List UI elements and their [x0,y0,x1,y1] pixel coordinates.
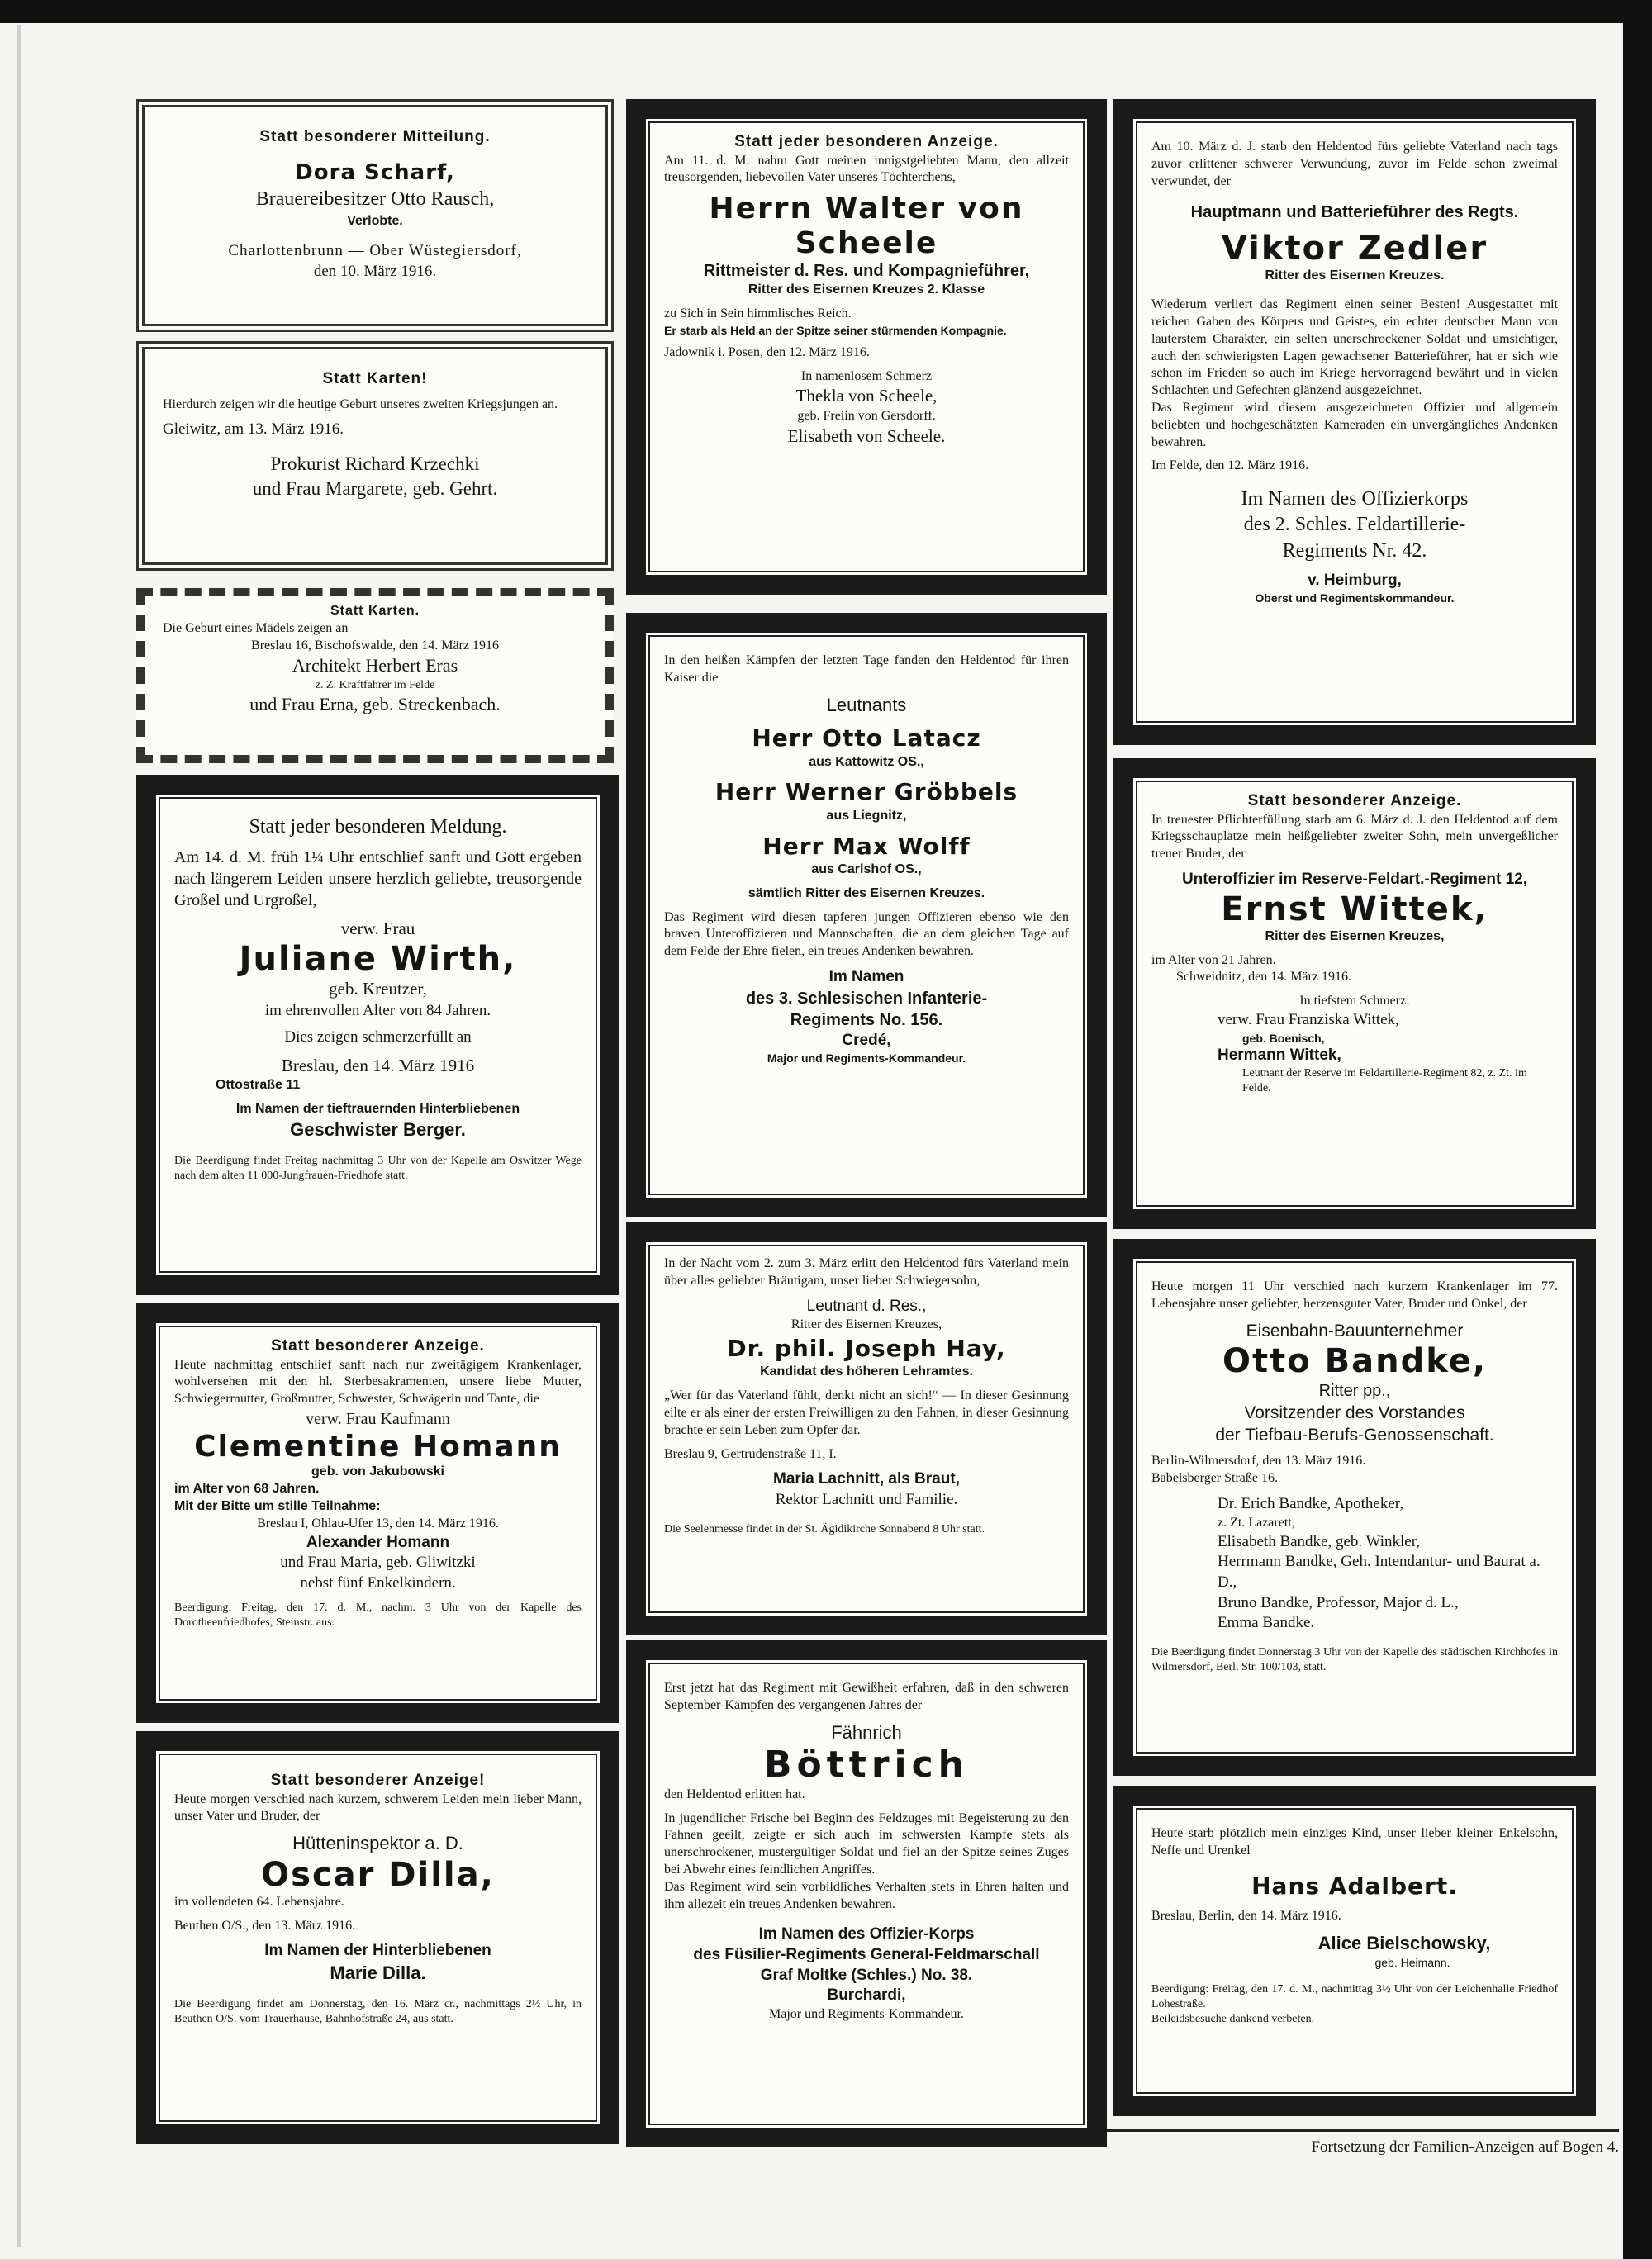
ad-scharf-engagement [136,99,614,332]
ad-rank: Leutnants [826,694,907,715]
ad-visits: Beileidsbesuche dankend verbeten. [1151,2012,1315,2025]
ad-text: Am 14. d. M. früh 1¼ Uhr entschlief sanft und Gott ergeben nach längerem Leiden unsere herzlich geliebte, treusorgende Großel und Urgroßel, [174,848,582,910]
ad-age: im ehrenvollen Alter von 84 Jahren. [264,1001,491,1019]
ad-scheele-death [626,99,1107,595]
ad-text: In treuester Pflichterfüllung starb am 6. März d. J. den Heldentod auf dem Kriegsschauplatze mein heißgeliebter zweiter Sohn, mein unvergeßlicher treuer Bruder, der [1151,812,1558,861]
ad-sign: geb. Boenisch, [1242,1031,1325,1045]
ad-name: Ernst Wittek, [1221,890,1488,928]
ad-quote: „Wer für das Vaterland fühlt, denkt nicht an sich!“ — In dieser Gesinnung eilte er als einer der ersten Freiwilligen zu den Fahnen, in dieser Gesinnung brachte er sein Leben zum Opfer dar. [664,1388,1069,1437]
ad-name-sub: z. Z. Kraftfahrer im Felde [315,678,435,691]
ad-date: Beuthen O/S., den 13. März 1916. [174,1918,356,1933]
ad-wittek-death [1113,758,1596,1229]
ad-text: den Heldentod erlitten hat. [664,1787,805,1801]
ad-sign: Regiments No. 156. [790,1010,943,1029]
ad-name: Herr Werner Gröbbels [714,778,1018,806]
ad-text: Erst jetzt hat das Regiment mit Gewißheit erfahren, daß in den schweren September-Kämpfen des vergangenen Jahres der [664,1681,1069,1712]
ad-pre: verw. Frau Kaufmann [306,1410,450,1429]
ad-funeral: Beerdigung: Freitag, den 17. d. M., nachm. 3 Uhr von der Kapelle des Dorotheenfriedhofes, Steinstr. aus. [174,1601,582,1629]
ad-name: Architekt Herbert Eras [292,655,458,676]
ad-name: Böttrich [763,1744,970,1787]
ad-name: Hans Adalbert. [1251,1872,1458,1900]
ad-text: Heute starb plötzlich mein einziges Kind, unser lieber kleiner Enkelsohn, Neffe und Urenkel [1151,1826,1558,1858]
ad-title: Kandidat des höheren Lehramtes. [760,1364,973,1379]
ad-sign: Graf Moltke (Schles.) No. 38. [760,1966,973,1984]
ad-sign: Elisabeth Bandke, geb. Winkler, [1218,1532,1421,1550]
ad-sign: Im Namen der Hinterbliebenen [264,1942,491,1960]
ad-sign: des 3. Schlesischen Infanterie- [745,989,988,1008]
ad-text: In der Nacht vom 2. zum 3. März erlitt den Heldentod fürs Vaterland mein über alles geliebter Bräutigam, unser lieber Schwiegersohn, [664,1256,1069,1288]
ad-latacz-death [626,613,1107,1217]
ad-sign: Regiments Nr. 42. [1282,539,1427,562]
ad-heading: Statt Karten! [322,370,428,387]
ad-grief: In tiefstem Schmerz: [1299,994,1410,1008]
ad-position: Vorsitzender des Vorstandes [1244,1402,1465,1422]
ad-line: Brauereibesitzer Otto Rausch, [255,188,495,211]
ad-date: Gleiwitz, am 13. März 1916. [163,420,344,439]
ad-sign: Herrmann Bandke, Geh. Intendantur- und Baurat a. D., [1218,1553,1540,1591]
ad-pre: verw. Frau [340,918,415,939]
ad-name: Herr Max Wolff [762,832,971,860]
ad-sign: des 2. Schles. Feldartillerie- [1243,514,1466,536]
ad-sign: Burchardi, [827,1986,906,2005]
ad-place: Breslau 16, Bischofswalde, den 14. März 1916 [251,638,499,653]
ad-date: den 10. März 1916. [313,263,437,281]
ad-sign: Major und Regiments-Kommandeur. [767,1051,966,1065]
ad-hay-death [626,1222,1107,1635]
ad-sign: und Frau Maria, geb. Gliwitzki [280,1554,476,1572]
ad-text: Dies zeigen schmerzerfüllt an [284,1028,472,1046]
ad-funeral: Die Beerdigung findet Donnerstag 3 Uhr von der Kapelle des städtischen Kirchhofes in Wilmersdorf, Berl. Str. 100/103, statt. [1151,1646,1558,1674]
ad-text: Das Regiment wird diesen tapferen jungen Offizieren ebenso wie den braven Unteroffizieren und Mannschaften, die an dem gleichen Tage auf dem Felde der Ehre fielen, ein treues Andenken bewahren. [664,909,1069,959]
ad-rank: Hauptmann und Batterieführer des Regts. [1190,203,1519,222]
ad-sign: Im Namen des Offizier-Korps [758,1925,975,1943]
ad-zedler-death [1113,99,1596,745]
ad-sign: Hermann Wittek, [1218,1046,1341,1064]
ad-sign: Bruno Bandke, Professor, Major d. L., [1218,1593,1459,1611]
ad-text: In den heißen Kämpfen der letzten Tage fanden den Heldentod für ihren Kaiser die [664,653,1069,685]
ad-text: Das Regiment wird diesem ausgezeichneten Offizier und allgemein beliebten und hochgeschätzten Kameraden ein unvergängliches Andenken bewahren. [1151,400,1558,449]
ad-dilla-death [136,1731,620,2144]
ad-date: Im Felde, den 12. März 1916. [1151,458,1309,473]
ad-sign: verw. Frau Franziska Wittek, [1218,1010,1399,1028]
ad-sign: Alexander Homann [306,1533,450,1551]
ad-born: geb. von Jakubowski [311,1464,444,1479]
ad-heading: Statt besonderer Anzeige. [271,1337,485,1355]
ad-text: Er starb als Held an der Spitze seiner stürmenden Kompagnie. [664,323,1007,337]
ad-name: und Frau Erna, geb. Streckenbach. [249,694,501,715]
ad-sign: geb. Freiin von Gersdorff. [797,408,936,423]
ad-sign: Im Namen [828,967,904,985]
ad-date: Berlin-Wilmersdorf, den 13. März 1916. [1151,1454,1366,1469]
ad-bandke-death [1113,1239,1596,1776]
ad-sign: nebst fünf Enkelkindern. [300,1574,456,1592]
ad-wirth-death [136,775,620,1295]
ad-line: Verlobte. [347,213,403,228]
ad-rank: Rittmeister d. Res. und Kompagnieführer, [703,262,1030,281]
ad-sign: Leutnant der Reserve im Feldartillerie-Regiment 82, z. Zt. im Felde. [1242,1066,1527,1094]
ad-date: Breslau, den 14. März 1916 [281,1056,475,1076]
ad-sign: v. Heimburg, [1308,571,1402,589]
ad-date: Breslau 9, Gertrudenstraße 11, I. [664,1446,837,1461]
ad-heading: Statt jeder besonderen Meldung. [249,816,507,838]
ad-rank: Leutnant d. Res., [806,1297,927,1315]
ad-origin: aus Kattowitz OS., [809,754,924,769]
ad-heading: Statt besonderer Anzeige. [1247,792,1462,809]
ad-text: In jugendlicher Frische bei Beginn des Feldzuges mit Begeisterung zu den Fahnen geeilt, zeigte er sich auch im schwersten Kampfe stets als unerschrockener, mustergültiger Soldat und fiel an der Spitze seines Zuges bei Abwehr eines feindlichen Angriffes. [664,1811,1069,1877]
ad-name: Dora Scharf, [295,159,455,185]
ad-rank: Unteroffizier im Reserve-Feldart.-Regiment 12, [1181,871,1528,889]
ad-age: im Alter von 21 Jahren. [1151,952,1276,967]
ad-boettrich-death [626,1640,1107,2147]
ad-date: Schweidnitz, den 14. März 1916. [1176,970,1351,985]
ad-street: Babelsberger Straße 16. [1151,1471,1278,1486]
ad-date: Jadownik i. Posen, den 12. März 1916. [664,344,870,359]
ad-name: und Frau Margarete, geb. Gehrt. [252,478,498,500]
ad-heading: Statt jeder besonderen Anzeige. [734,133,999,150]
ad-sign: Thekla von Scheele, [795,386,938,406]
ad-sign: Dr. Erich Bandke, Apotheker, [1218,1495,1404,1513]
ad-order: Ritter des Eisernen Kreuzes, [1265,928,1445,943]
ad-name: Dr. phil. Joseph Hay, [727,1335,1006,1363]
ad-adalbert-death [1113,1786,1596,2116]
ad-title: Hütteninspektor a. D. [292,1833,463,1854]
ad-date: Breslau, Berlin, den 14. März 1916. [1151,1908,1341,1923]
scan-border-left [17,25,21,2247]
ad-order: Ritter des Eisernen Kreuzes, [790,1317,942,1332]
ad-date: Breslau I, Ohlau-Ufer 13, den 14. März 1916. [257,1516,499,1531]
scan-border-top [0,0,1652,23]
ad-mass: Die Seelenmesse findet in der St. Ägidikirche Sonnabend 8 Uhr statt. [664,1522,985,1535]
ad-name: Herr Otto Latacz [752,724,981,752]
ad-order: sämtlich Ritter des Eisernen Kreuzes. [748,885,985,900]
ad-age: im Alter von 68 Jahren. [174,1482,320,1497]
ad-order: Ritter pp., [1318,1381,1391,1400]
ad-text: Die Geburt eines Mädels zeigen an [163,620,349,635]
ad-text: Hierdurch zeigen wir die heutige Geburt unseres zweiten Kriegsjungen an. [163,396,558,411]
continuation-note: Fortsetzung der Familien-Anzeigen auf Bogen 4. [1107,2129,1619,2157]
ad-text: Am 10. März d. J. starb den Heldentod fürs geliebte Vaterland nach tags zuvor erlittener schwerer Verwundung, zuvor im Felde schon zweimal verwundet, der [1151,140,1558,188]
ad-text: Heute morgen verschied nach kurzem, schwerem Leiden mein lieber Mann, unser Vater und Bruder, der [174,1792,582,1824]
ad-rank: Fähnrich [831,1721,902,1743]
ad-text: Wiederum verliert das Regiment einen seiner Besten! Ausgestattet mit reichen Gaben des Körpers und Geistes, ein echter deutscher Mann von lauterstem Charakter, ein selten unerschrockener Soldat und umsichtiger, auch den schwierigsten Lagen gewachsener Batterieführer, hat er sich wie schon im Frieden so auch im Kriege hervorragend bewährt und in vielen Schlachten und Gefechten glänzend ausgezeichnet. [1151,297,1558,398]
ad-request: Mit der Bitte um stille Teilnahme: [174,1499,381,1514]
ad-origin: aus Liegnitz, [826,808,907,823]
ad-grief: In namenlosem Schmerz [800,368,933,383]
ad-funeral: Die Beerdigung findet am Donnerstag, den 16. März cr., nachmittags 2½ Uhr, in Beuthen O/S. vom Trauerhause, Bahnhofstraße 24, aus statt. [174,1997,582,2025]
ad-sign: geb. Heimann. [1374,1956,1450,1970]
ad-sign: des Füsilier-Regiments General-Feldmarschall [693,1946,1040,1964]
ad-funeral: Beerdigung: Freitag, den 17. d. M., nachmittag 3½ Uhr von der Leichenhalle Friedhof Lohestraße. [1151,1982,1558,2010]
ad-krzechki-birth [136,341,614,571]
ad-sign: Marie Dilla. [330,1962,426,1984]
ad-heading: Statt besonderer Mitteilung. [259,128,491,145]
ad-sign: Major und Regiments-Kommandeur. [769,2007,964,2022]
ad-sign: Emma Bandke. [1218,1614,1315,1632]
ad-order: Ritter des Eisernen Kreuzes. [1265,268,1445,283]
scan-border-right [1623,0,1652,2259]
ad-age: im vollendeten 64. Lebensjahre. [174,1894,344,1909]
ad-street: Ottostraße 11 [216,1078,301,1093]
ad-text: Am 11. d. M. nahm Gott meinen innigstgeliebten Mann, den allzeit treusorgenden, liebevollen Vater unseres Töchterchens, [664,153,1069,185]
ad-position: der Tiefbau-Berufs-Genossenschaft. [1215,1426,1494,1445]
ad-sign: Maria Lachnitt, als Braut, [773,1470,960,1488]
ad-name: Viktor Zedler [1221,230,1488,268]
ad-heading: Statt besonderer Anzeige! [270,1772,486,1789]
ad-heading: Statt Karten. [330,604,420,618]
ad-sign: Geschwister Berger. [290,1119,466,1141]
ad-homann-death [136,1303,620,1723]
ad-funeral: Die Beerdigung findet Freitag nachmittag 3 Uhr von der Kapelle am Oswitzer Wege nach dem alten 11 000-Jungfrauen-Friedhofe statt. [174,1154,582,1182]
ad-name: Otto Bandke, [1222,1341,1488,1380]
ad-sign: Im Namen der tieftrauernden Hinterbliebenen [235,1102,520,1117]
ad-name: Oscar Dilla, [261,1855,495,1894]
ad-text: Heute morgen 11 Uhr verschied nach kurzem Krankenlager im 77. Lebensjahre unser geliebter, herzensguter Vater, Bruder und Onkel, der [1151,1279,1558,1311]
ad-place: Charlottenbrunn — Ober Wüstegiersdorf, [228,242,522,260]
ad-eras-birth [136,588,614,763]
ad-sign: Elisabeth von Scheele. [787,425,946,446]
ad-name: Clementine Homann [194,1430,562,1464]
ad-sign: Oberst und Regimentskommandeur. [1255,591,1455,605]
ad-sign: Im Namen des Offizierkorps [1241,488,1469,510]
ad-name: Juliane Wirth, [239,940,517,979]
ad-text: Das Regiment wird sein vorbildliches Verhalten stets in Ehren halten und ihm allezeit ein treues Andenken bewahren. [664,1879,1069,1911]
ad-text: Heute nachmittag entschlief sanft nach nur zweitägigem Krankenlager, wohlversehen mit den hl. Sterbesakramenten, unsere liebe Mutter, Schwiegermutter, Großmutter, Schwester, Schwägerin und Tante, die [174,1357,582,1407]
ad-name: Herrn Walter von Scheele [709,192,1024,260]
ad-sign: Alice Bielschowsky, [1317,1932,1491,1953]
ad-title: Eisenbahn-Bauunternehmer [1246,1321,1464,1341]
ad-name: Prokurist Richard Krzechki [270,453,480,475]
ad-order: Ritter des Eisernen Kreuzes 2. Klasse [748,282,985,297]
ad-sign: z. Zt. Lazarett, [1218,1515,1295,1530]
ad-origin: aus Carlshof OS., [811,861,922,876]
ad-born: geb. Kreutzer, [329,979,427,999]
ad-sign: Rektor Lachnitt und Familie. [775,1491,958,1509]
ad-text: zu Sich in Sein himmlisches Reich. [664,306,852,320]
ad-sign: Credé, [842,1031,891,1049]
